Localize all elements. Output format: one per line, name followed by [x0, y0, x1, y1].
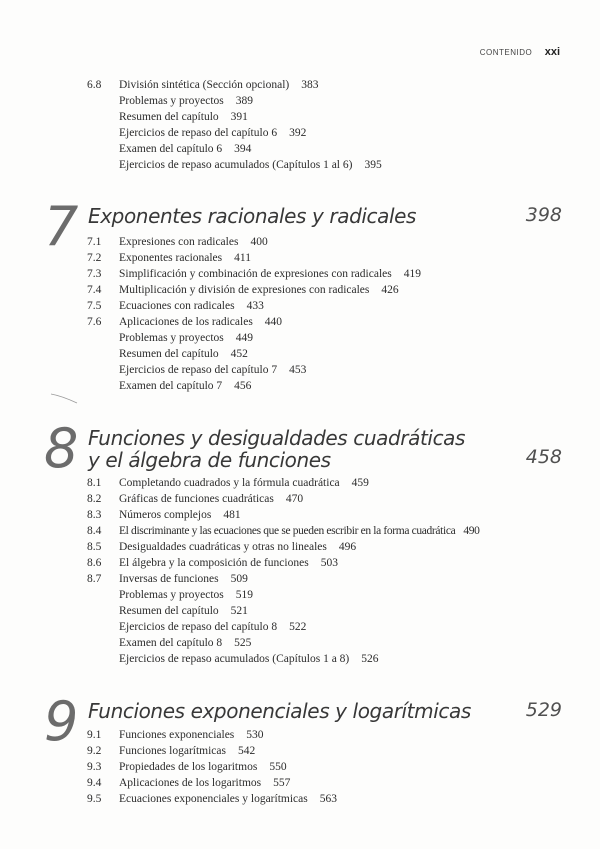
- entry-title: Ecuaciones exponenciales y logarítmicas: [119, 793, 308, 805]
- chapter-9-title: [88, 700, 471, 722]
- entry-number: 7.2: [87, 252, 102, 264]
- entry-title: Resumen del capítulo: [119, 348, 219, 360]
- entry-page: 453: [289, 364, 307, 376]
- entry-title: Resumen del capítulo: [119, 605, 219, 617]
- toc-entry: [0, 743, 600, 759]
- entry-title: Funciones logarítmicas: [119, 745, 226, 757]
- entry-page: 391: [230, 111, 248, 123]
- entry-number: 8.5: [87, 541, 102, 553]
- entry-title: Números complejos: [119, 509, 212, 521]
- entry-page: 530: [246, 729, 264, 741]
- entry-page: 459: [351, 477, 369, 489]
- chapter-title-line: Exponentes racionales y radicales: [88, 204, 417, 228]
- chapter-8-title: [88, 427, 465, 471]
- entry-number: 9.2: [87, 745, 102, 757]
- entry-title: Ejercicios de repaso acumulados (Capítulos 1 a 8): [119, 653, 350, 665]
- entry-page: 490: [463, 525, 480, 537]
- toc-entry: [0, 587, 600, 603]
- toc-entry: [0, 93, 600, 109]
- entry-number: 8.3: [87, 509, 102, 521]
- toc-entry: [0, 603, 600, 619]
- entry-title: Ejercicios de repaso del capítulo 6: [119, 127, 278, 139]
- entry-number: 8.1: [87, 477, 102, 489]
- entry-title: Propiedades de los logaritmos: [119, 761, 258, 773]
- entry-number: 7.1: [87, 236, 102, 248]
- toc-entry: [0, 759, 600, 775]
- chapter-title-line: y el álgebra de funciones: [88, 448, 331, 472]
- toc-entry: [0, 109, 600, 125]
- entry-title: Problemas y proyectos: [119, 95, 224, 107]
- chapter-8-page: 458: [525, 446, 562, 468]
- toc-entry: [0, 234, 600, 250]
- entry-number: 6.8: [87, 79, 102, 91]
- toc-entry: [0, 125, 600, 141]
- entry-title: Resumen del capítulo: [119, 111, 219, 123]
- toc-entry: [0, 266, 600, 282]
- entry-title: Problemas y proyectos: [119, 589, 224, 601]
- toc-entry: [0, 507, 600, 523]
- toc-entry: [0, 539, 600, 555]
- chapter-7-page: 398: [525, 204, 562, 226]
- entry-title: Ecuaciones con radicales: [119, 300, 235, 312]
- chapter-9-entries: [0, 727, 600, 807]
- header-label: CONTENIDO: [479, 48, 533, 57]
- toc-entry: [0, 475, 600, 491]
- entry-page: 481: [223, 509, 241, 521]
- entry-title: El álgebra y la composición de funciones: [119, 557, 309, 569]
- entry-page: 411: [234, 252, 251, 264]
- entry-number: 9.3: [87, 761, 102, 773]
- entry-page: 526: [361, 653, 379, 665]
- entry-title: Simplificación y combinación de expresiones con radicales: [119, 268, 392, 280]
- entry-page: 400: [250, 236, 268, 248]
- toc-entry: [0, 330, 600, 346]
- entry-title: Examen del capítulo 6: [119, 143, 223, 155]
- toc-entry: [0, 378, 600, 394]
- entry-number: 9.5: [87, 793, 102, 805]
- chapter-title-line: Funciones y desigualdades cuadráticas: [88, 426, 466, 450]
- entry-page: 433: [246, 300, 264, 312]
- toc-entry: [0, 775, 600, 791]
- entry-number: 8.2: [87, 493, 102, 505]
- entry-title: Examen del capítulo 7: [119, 380, 223, 392]
- toc-entry: [0, 362, 600, 378]
- entry-title: Desigualdades cuadráticas y otras no lineales: [119, 541, 327, 553]
- toc-entry: [0, 727, 600, 743]
- chapter-9-page: 529: [525, 699, 562, 721]
- entry-title: Ejercicios de repaso del capítulo 7: [119, 364, 278, 376]
- toc-entry: [0, 571, 600, 587]
- entry-number: 7.5: [87, 300, 102, 312]
- entry-page: 522: [289, 621, 307, 633]
- entry-page: 542: [238, 745, 256, 757]
- chapter-title-line: Funciones exponenciales y logarítmicas: [88, 699, 471, 723]
- entry-number: 8.7: [87, 573, 102, 585]
- chapter-9-number: 9: [44, 690, 79, 753]
- entry-page: 383: [301, 79, 319, 91]
- entry-page: 395: [364, 159, 382, 171]
- scan-stray-mark: [50, 392, 80, 406]
- entry-page: 557: [273, 777, 291, 789]
- entry-title: Problemas y proyectos: [119, 332, 224, 344]
- toc-entry: [0, 77, 600, 93]
- toc-entry: [0, 791, 600, 807]
- toc-entry: [0, 635, 600, 651]
- entry-title: Inversas de funciones: [119, 573, 219, 585]
- entry-title: División sintética (Sección opcional): [119, 79, 290, 91]
- chapter-6-continuation: [0, 77, 600, 173]
- entry-title: El discriminante y las ecuaciones que se pueden escribir en la forma cuadrática: [119, 525, 456, 537]
- toc-entry: [0, 651, 600, 667]
- entry-page: 452: [230, 348, 248, 360]
- entry-title: Aplicaciones de los logaritmos: [119, 777, 262, 789]
- entry-page: 456: [234, 380, 252, 392]
- entry-page: 392: [289, 127, 307, 139]
- chapter-8-number: 8: [44, 417, 79, 480]
- entry-number: 9.4: [87, 777, 102, 789]
- entry-title: Gráficas de funciones cuadráticas: [119, 493, 274, 505]
- toc-entry: [0, 298, 600, 314]
- toc-entry: [0, 555, 600, 571]
- entry-page: 521: [230, 605, 248, 617]
- entry-title: Funciones exponenciales: [119, 729, 235, 741]
- entry-page: 563: [319, 793, 337, 805]
- toc-entry: [0, 491, 600, 507]
- chapter-7-title: [88, 205, 416, 227]
- toc-entry: [0, 523, 600, 539]
- toc-entry: [0, 346, 600, 362]
- entry-page: 394: [234, 143, 252, 155]
- entry-title: Ejercicios de repaso del capítulo 8: [119, 621, 278, 633]
- toc-entry: [0, 314, 600, 330]
- toc-entry: [0, 282, 600, 298]
- entry-page: 449: [235, 332, 254, 344]
- entry-number: 7.6: [87, 316, 102, 328]
- toc-entry: [0, 157, 600, 173]
- entry-title: Ejercicios de repaso acumulados (Capítulos 1 al 6): [119, 159, 353, 171]
- entry-page: 550: [269, 761, 287, 773]
- toc-entry: [0, 619, 600, 635]
- entry-page: 440: [264, 316, 283, 328]
- entry-page: 470: [285, 493, 304, 505]
- entry-title: Examen del capítulo 8: [119, 637, 223, 649]
- toc-entry: [0, 250, 600, 266]
- entry-page: 503: [320, 557, 338, 569]
- entry-number: 8.4: [87, 525, 102, 537]
- entry-page: 525: [234, 637, 252, 649]
- entry-page: 419: [403, 268, 421, 280]
- entry-title: Completando cuadrados y la fórmula cuadrática: [119, 477, 340, 489]
- toc-entry: [0, 141, 600, 157]
- entry-page: 496: [338, 541, 357, 553]
- chapter-7-number: 7: [44, 195, 79, 258]
- header-page-number: xxi: [544, 46, 560, 58]
- entry-page: 426: [381, 284, 399, 296]
- entry-page: 509: [230, 573, 248, 585]
- entry-title: Exponentes racionales: [119, 252, 223, 264]
- entry-page: 519: [235, 589, 254, 601]
- entry-title: Multiplicación y división de expresiones con radicales: [119, 284, 370, 296]
- entry-number: 8.6: [87, 557, 102, 569]
- entry-number: 7.3: [87, 268, 102, 280]
- entry-title: Aplicaciones de los radicales: [119, 316, 253, 328]
- running-header: [480, 42, 560, 60]
- entry-title: Expresiones con radicales: [119, 236, 239, 248]
- entry-page: 389: [235, 95, 254, 107]
- entry-number: 7.4: [87, 284, 102, 296]
- chapter-7-entries: [0, 234, 600, 394]
- entry-number: 9.1: [87, 729, 102, 741]
- chapter-8-entries: [0, 475, 600, 667]
